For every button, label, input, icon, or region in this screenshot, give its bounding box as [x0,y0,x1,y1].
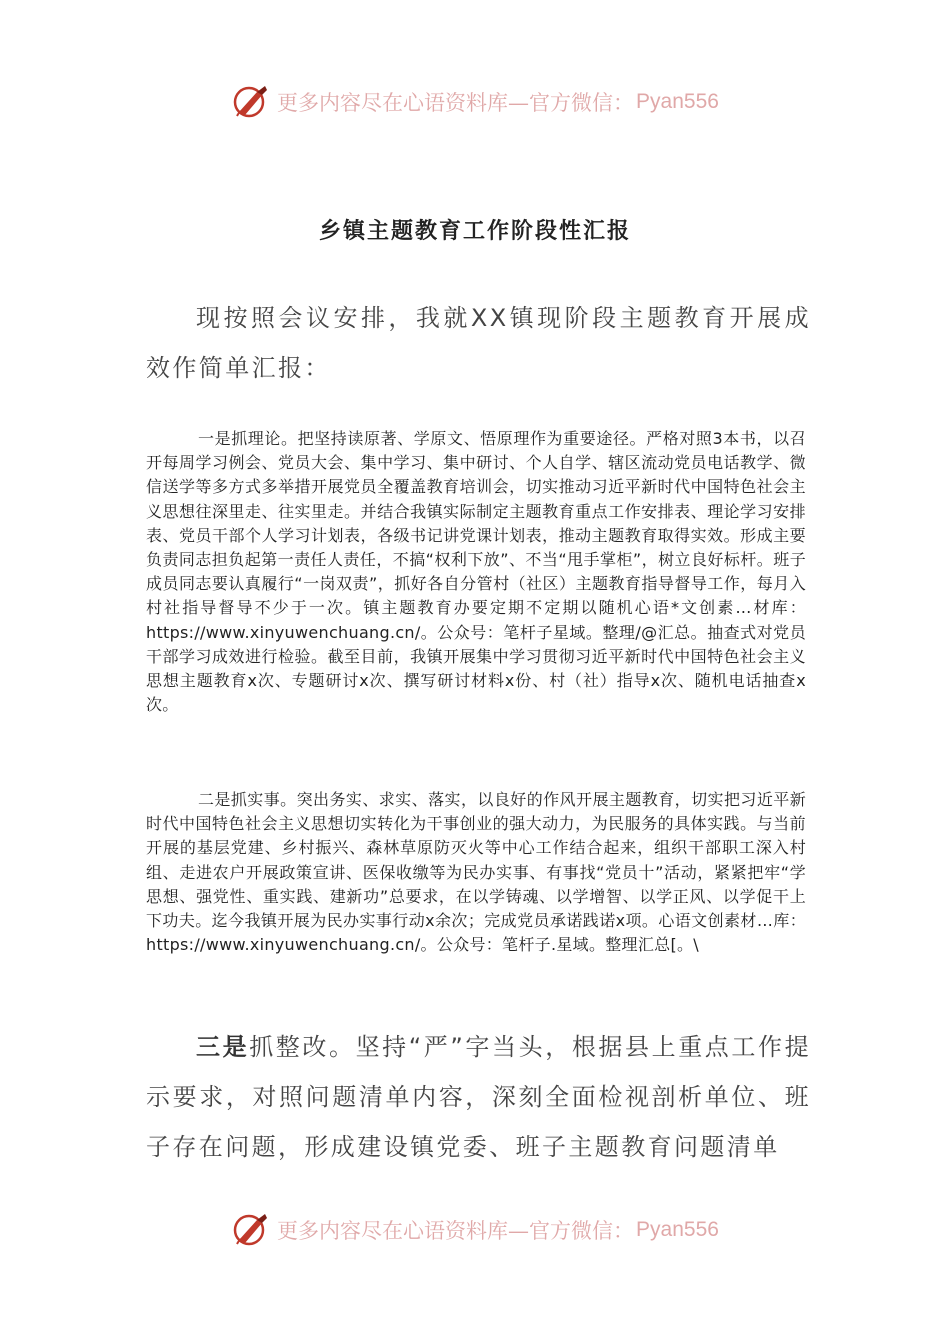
intro-paragraph: 现按照会议安排，我就XX镇现阶段主题教育开展成效作简单汇报： [146,304,811,382]
paragraph-practice: 二是抓实事。突出务实、求实、落实，以良好的作风开展主题教育，切实把习近平新时代中国特色社会主义思想切实转化为干事创业的强大动力，为民服务的具体实践。与当前开展的基层党建、乡村振兴、森林草原防灭火等中心工作结合起来，组织干部职工深入村组、走进农户开展政策宣讲、医保收缴等为民办实事、有事找“党员十”活动，紧紧把牢“学思想、强党性、重实践、建新功”总要求，在以学铸魂、以学增智、以学正风、以学促干上下功夫。迄今我镇开展为民办实事行动x余次；完成党员承诺践诺x项。心语文创素材…库：https://www.xinyuwenchuang.cn/。公众号：笔杆子.星域。整理汇总[。\ [146,790,806,955]
header-watermark-banner [0,80,950,124]
paragraph-rectification [146,1022,811,1172]
banner-wechat-handle: Pyan556 [636,1218,719,1241]
paragraph-rectification-lead: 三是 [196,1033,250,1061]
document-title: 乡镇主题教育工作阶段性汇报 [318,219,631,244]
banner-text: 更多内容尽在心语资料库—官方微信： [277,1219,635,1243]
footer-watermark-banner [0,1208,950,1252]
pen-logo-icon [231,1210,271,1250]
banner-text: 更多内容尽在心语资料库—官方微信： [277,91,635,115]
pen-logo-icon [231,82,271,122]
paragraph-theory: 一是抓理论。把坚持读原著、学原文、悟原理作为重要途径。严格对照3本书，以召开每周学习例会、党员大会、集中学习、集中研讨、个人自学、辖区流动党员电话教学、微信送学等多方式多举措开展党员全覆盖教育培训会，切实推动习近平新时代中国特色社会主义思想往深里走、往实里走。并结合我镇实际制定主题教育重点工作安排表、理论学习安排表、党员干部个人学习计划表，各级书记讲党课计划表，推动主题教育取得实效。形成主要负责同志担负起第一责任人责任，不搞“权利下放”、不当“甩手掌柜”，树立良好标杆。班子成员同志要认真履行“一岗双责”，抓好各自分管村（社区）主题教育指导督导工作，每月入村社指导督导不少于一次。镇主题教育办要定期不定期以随机心语*文创素…材库：https://www.xinyuwenchuang.cn/。公众号：笔杆子星域。整理/@汇总。抽查式对党员干部学习成效进行检验。截至目前，我镇开展集中学习贯彻习近平新时代中国特色社会主义思想主题教育x次、专题研讨x次、撰写研讨材料x份、村（社）指导x次、随机电话抽查x次。 [146,429,806,715]
paragraph-rectification-body: 抓整改。坚持“严”字当头，根据县上重点工作提示要求，对照问题清单内容，深刻全面检视剖析单位、班子存在问题，形成建设镇党委、班子主题教育问题清单 [146,1033,811,1161]
banner-wechat-handle: Pyan556 [636,90,719,113]
